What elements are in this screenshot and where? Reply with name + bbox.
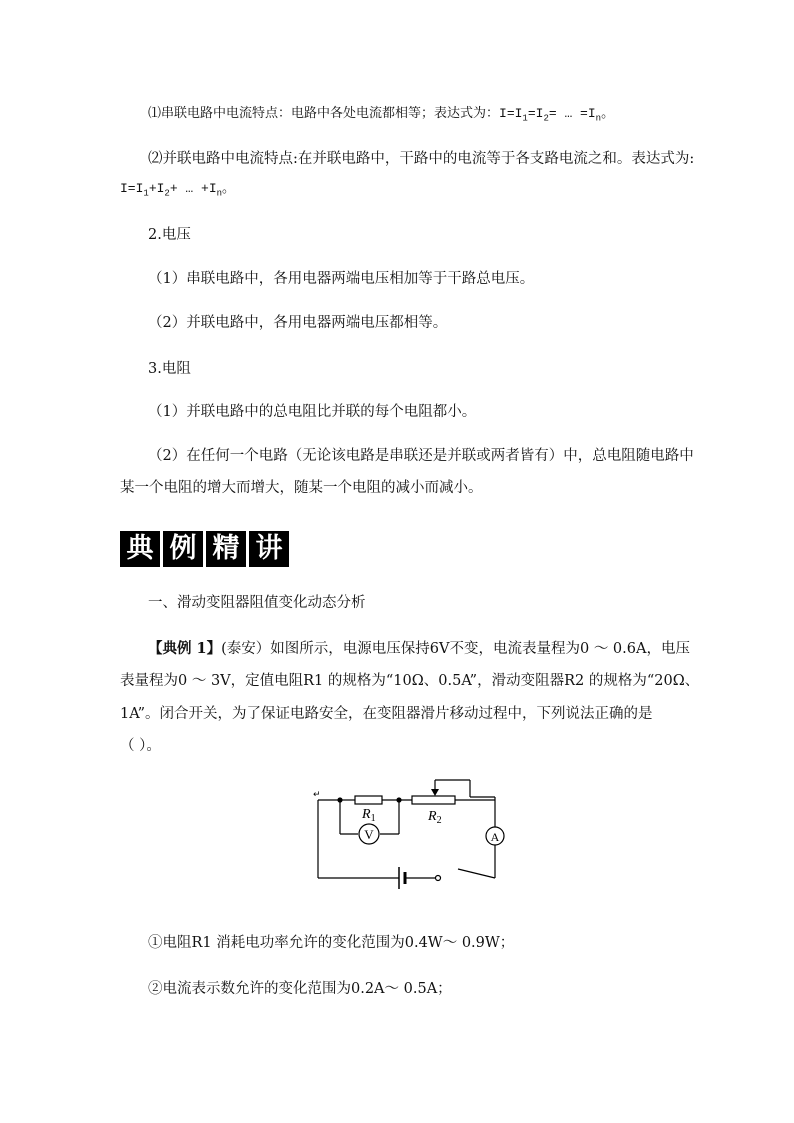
banner-char-3: 精 [206,531,246,567]
resistor-r1 [355,796,382,804]
r2-label: $R_2$ [428,809,442,826]
banner-char-2: 例 [163,531,203,567]
parallel-current-formula: $I=I_1+I_2+$ … $+I_n$。 [120,181,236,199]
example-line-3: 1A”。闭合开关，为了保证电路安全，在变阻器滑片移动过程中，下列说法正确的是 [120,706,653,722]
voltmeter-symbol: V [364,827,374,842]
resistance-heading: 3.电阻 [148,361,191,377]
junction-right [396,797,401,802]
banner-char-1: 典 [120,531,160,567]
voltage-heading: 2.电压 [148,227,191,243]
voltage-item-1: （1）串联电路中，各用电器两端电压相加等于干路总电压。 [148,271,535,287]
r1-label: $R_1$ [362,807,376,824]
resistance-item-1: （1）并联电路中的总电阻比并联的每个电阻都小。 [148,404,477,420]
option-2: ②电流表示数允许的变化范围为0.2A～ 0.5A； [148,981,452,997]
example-banner [120,531,289,567]
example-line-1-text: (泰安）如图所示，电源电压保持6V不变，电流表量程为0 ～ 0.6A，电压 [221,641,690,657]
series-current-line [148,104,614,128]
ammeter-symbol: A [490,830,500,844]
section-title: 一、滑动变阻器阻值变化动态分析 [148,595,366,611]
option-1: ①电阻R1 消耗电功率允许的变化范围为0.4W～ 0.9W； [148,935,515,951]
rheostat-r2 [412,796,455,804]
circuit-diagram [300,775,520,890]
voltage-item-2: （2）并联电路中，各用电器两端电压都相等。 [148,315,448,331]
resistance-item-2-line1: （2）在任何一个电路（无论该电路是串联还是并联或两者皆有）中，总电阻随电路中 [148,448,694,464]
parallel-current-text: ⑵并联电路中电流特点:在并联电路中，干路中的电流等于各支路电流之和。表达式为: [148,151,695,167]
slider-arrow-head [431,789,439,796]
example-tag: 【典例 1】 [148,640,222,657]
return-mark: ↵ [313,790,321,800]
switch-contact [436,876,441,881]
series-current-text: ⑴串联电路中电流特点：电路中各处电流都相等；表达式为： [148,106,500,121]
series-current-formula: $I=I_1=I_2=$ … $=I_n$。 [499,106,615,124]
switch-blade [458,869,495,878]
resistance-item-2-line2: 某一个电阻的增大而增大，随某一个电阻的减小而减小。 [120,480,483,496]
junction-left [337,797,342,802]
banner-char-4: 讲 [249,531,289,567]
example-line-1 [148,640,690,658]
example-line-4: （ ）。 [120,738,161,754]
example-line-2: 表量程为0 ～ 3V，定值电阻R1 的规格为“10Ω、0.5A”，滑动变阻器R2 的规格为“20Ω、 [120,673,700,689]
